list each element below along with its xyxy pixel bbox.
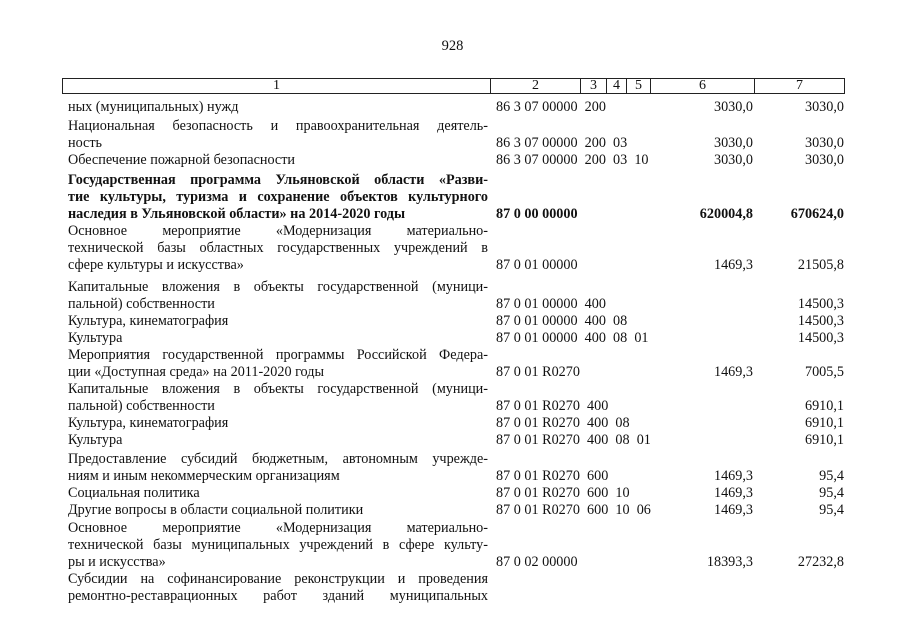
row-value-col7: 95,4 bbox=[819, 468, 844, 484]
row-code: 87 0 01 00000 bbox=[496, 257, 578, 273]
description-line: пальной) собственности bbox=[68, 296, 215, 312]
row-value-col6: 620004,8 bbox=[699, 206, 753, 222]
description-line: сфере культуры и искусства» bbox=[68, 257, 244, 273]
row-value-col6: 3030,0 bbox=[713, 99, 753, 115]
description-line: пальной) собственности bbox=[68, 398, 215, 414]
description-line: Основное мероприятие «Модернизация материально- bbox=[68, 520, 488, 536]
row-value-col6: 1469,3 bbox=[713, 257, 753, 273]
row-description bbox=[68, 381, 488, 415]
description-line: ры и искусства» bbox=[68, 554, 166, 570]
row-value-col7: 7005,5 bbox=[804, 364, 844, 380]
row-description bbox=[68, 279, 488, 313]
row-code: 87 0 01 R0270 600 10 06 bbox=[496, 502, 651, 518]
row-code: 86 3 07 00000 200 bbox=[496, 99, 606, 115]
header-col-4: 4 bbox=[607, 79, 627, 93]
description-line: Культура bbox=[68, 432, 123, 448]
row-description bbox=[68, 313, 488, 330]
row-description bbox=[68, 118, 488, 152]
row-value-col7: 14500,3 bbox=[797, 296, 844, 312]
row-code: 87 0 01 00000 400 08 bbox=[496, 313, 628, 329]
row-value-col7: 95,4 bbox=[819, 485, 844, 501]
row-value-col6: 18393,3 bbox=[706, 554, 753, 570]
row-value-col7: 14500,3 bbox=[797, 330, 844, 346]
description-line: ность bbox=[68, 135, 103, 151]
description-line: Капитальные вложения в объекты государственной (муници- bbox=[68, 279, 488, 295]
header-col-5: 5 bbox=[627, 79, 651, 93]
description-line: Культура, кинематография bbox=[68, 313, 229, 329]
row-code: 87 0 01 00000 400 08 01 bbox=[496, 330, 649, 346]
table-header bbox=[62, 78, 845, 94]
description-line: Культура bbox=[68, 330, 123, 346]
description-line: ции «Доступная среда» на 2011-2020 годы bbox=[68, 364, 324, 380]
row-code: 87 0 01 R0270 bbox=[496, 364, 580, 380]
row-value-col7: 670624,0 bbox=[790, 206, 844, 222]
row-description bbox=[68, 223, 488, 274]
row-code: 87 0 01 R0270 400 08 01 bbox=[496, 432, 651, 448]
row-value-col7: 95,4 bbox=[819, 502, 844, 518]
description-line: ремонтно-реставрационных работ зданий муниципальных bbox=[68, 588, 488, 604]
description-line: Предоставление субсидий бюджетным, автономным учрежде- bbox=[68, 451, 488, 467]
row-value-col7: 3030,0 bbox=[804, 99, 844, 115]
row-value-col6: 1469,3 bbox=[713, 468, 753, 484]
row-description bbox=[68, 415, 488, 432]
row-value-col7: 3030,0 bbox=[804, 152, 844, 168]
header-col-2: 2 bbox=[491, 79, 581, 93]
row-value-col7: 6910,1 bbox=[804, 415, 844, 431]
row-description bbox=[68, 502, 488, 519]
row-value-col7: 6910,1 bbox=[804, 398, 844, 414]
row-description bbox=[68, 571, 488, 605]
description-line: ниям и иным некоммерческим организациям bbox=[68, 468, 340, 484]
row-code: 87 0 01 R0270 600 bbox=[496, 468, 609, 484]
row-value-col6: 3030,0 bbox=[713, 135, 753, 151]
row-value-col7: 27232,8 bbox=[797, 554, 844, 570]
description-line: Национальная безопасность и правоохранительная деятель- bbox=[68, 118, 488, 134]
row-description bbox=[68, 152, 488, 169]
row-value-col6: 1469,3 bbox=[713, 364, 753, 380]
row-value-col7: 6910,1 bbox=[804, 432, 844, 448]
header-col-3: 3 bbox=[581, 79, 607, 93]
row-description bbox=[68, 520, 488, 571]
row-description bbox=[68, 330, 488, 347]
description-line: наследия в Ульяновской области» на 2014-2020 годы bbox=[68, 206, 406, 222]
header-col-1: 1 bbox=[63, 79, 491, 93]
description-line: Субсидии на софинансирование реконструкции и проведения bbox=[68, 571, 488, 587]
description-line: технической базы муниципальных учреждений в сфере культу- bbox=[68, 537, 488, 553]
row-code: 86 3 07 00000 200 03 10 bbox=[496, 152, 649, 168]
row-description bbox=[68, 451, 488, 485]
row-value-col7: 14500,3 bbox=[797, 313, 844, 329]
row-code: 87 0 01 00000 400 bbox=[496, 296, 606, 312]
row-value-col6: 3030,0 bbox=[713, 152, 753, 168]
row-description bbox=[68, 432, 488, 449]
description-line: Культура, кинематография bbox=[68, 415, 229, 431]
description-line: Обеспечение пожарной безопасности bbox=[68, 152, 296, 168]
description-line: Другие вопросы в области социальной политики bbox=[68, 502, 364, 518]
description-line: Мероприятия государственной программы Российской Федера- bbox=[68, 347, 488, 363]
header-col-7: 7 bbox=[796, 78, 803, 93]
row-value-col6: 1469,3 bbox=[713, 485, 753, 501]
description-line: Государственная программа Ульяновской области «Разви- bbox=[68, 172, 488, 188]
row-code: 87 0 02 00000 bbox=[496, 554, 578, 570]
row-description bbox=[68, 485, 488, 502]
header-col-6: 6 bbox=[651, 79, 755, 93]
row-value-col7: 21505,8 bbox=[797, 257, 844, 273]
description-line: ных (муниципальных) нужд bbox=[68, 99, 239, 115]
description-line: Капитальные вложения в объекты государственной (муници- bbox=[68, 381, 488, 397]
row-code: 87 0 01 R0270 400 bbox=[496, 398, 609, 414]
row-code: 87 0 01 R0270 400 08 bbox=[496, 415, 630, 431]
description-line: Социальная политика bbox=[68, 485, 200, 501]
row-code: 87 0 00 00000 bbox=[496, 206, 578, 222]
description-line: Основное мероприятие «Модернизация материально- bbox=[68, 223, 488, 239]
description-line: технической базы областных государственных учреждений в bbox=[68, 240, 488, 256]
description-line: тие культуры, туризма и сохранение объектов культурного bbox=[68, 189, 488, 205]
row-description bbox=[68, 172, 488, 223]
row-description bbox=[68, 347, 488, 381]
row-value-col6: 1469,3 bbox=[713, 502, 753, 518]
page-number: 928 bbox=[441, 38, 464, 54]
row-code: 87 0 01 R0270 600 10 bbox=[496, 485, 630, 501]
row-description bbox=[68, 99, 488, 116]
row-value-col7: 3030,0 bbox=[804, 135, 844, 151]
row-code: 86 3 07 00000 200 03 bbox=[496, 135, 628, 151]
